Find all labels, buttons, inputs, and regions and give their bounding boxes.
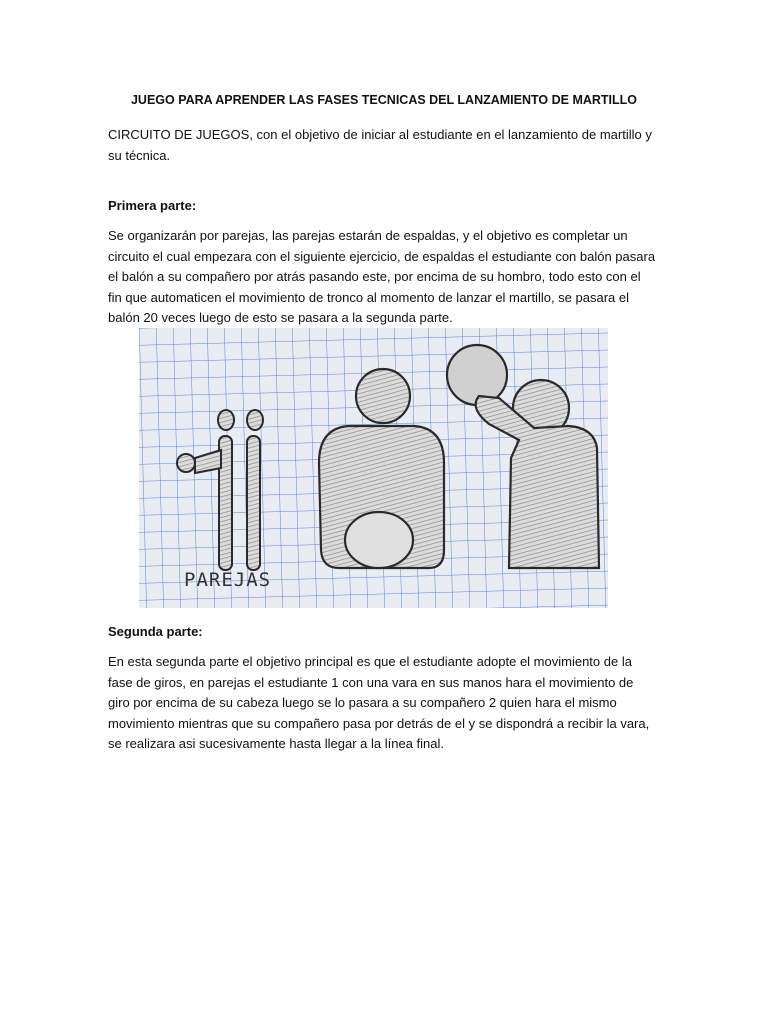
part1-paragraph: Se organizarán por parejas, las parejas estarán de espaldas, y el objetivo es completar un circuito el cual empezara con el siguiente ejercicio, de espaldas el estudiante con balón pasara el balón a su compañero por atrás pasando este, por encima de su hombro, todo esto con el fin que automaticen el movimiento de tronco al momento de lanzar el martillo, se pasara el balón 20 veces luego de esto se pasara a la segunda parte. (108, 228, 656, 325)
sketch-figure (139, 328, 608, 608)
part2-paragraph: En esta segunda parte el objetivo principal es que el estudiante adopte el movimiento de la fase de giros, en parejas el estudiante 1 con una vara en sus manos hara el movimiento de giro por encima de su cabeza luego se lo pasara a su compañero 2 quien hara el mismo movimiento mientras que su compañero pasa por detrás de el y se dispondrá a recibir la vara, se realizara asi sucesivamente hasta llegar a la línea final. (108, 654, 650, 751)
intro-paragraph: CIRCUITO DE JUEGOS, con el objetivo de iniciar al estudiante en el lanzamiento de martillo y su técnica. (108, 127, 652, 163)
parejas-label: PAREJAS (184, 569, 272, 591)
part1-heading: Primera parte: (108, 198, 197, 213)
document-title: JUEGO PARA APRENDER LAS FASES TECNICAS DEL LANZAMIENTO DE MARTILLO (130, 93, 638, 107)
part2-heading: Segunda parte: (108, 624, 203, 639)
